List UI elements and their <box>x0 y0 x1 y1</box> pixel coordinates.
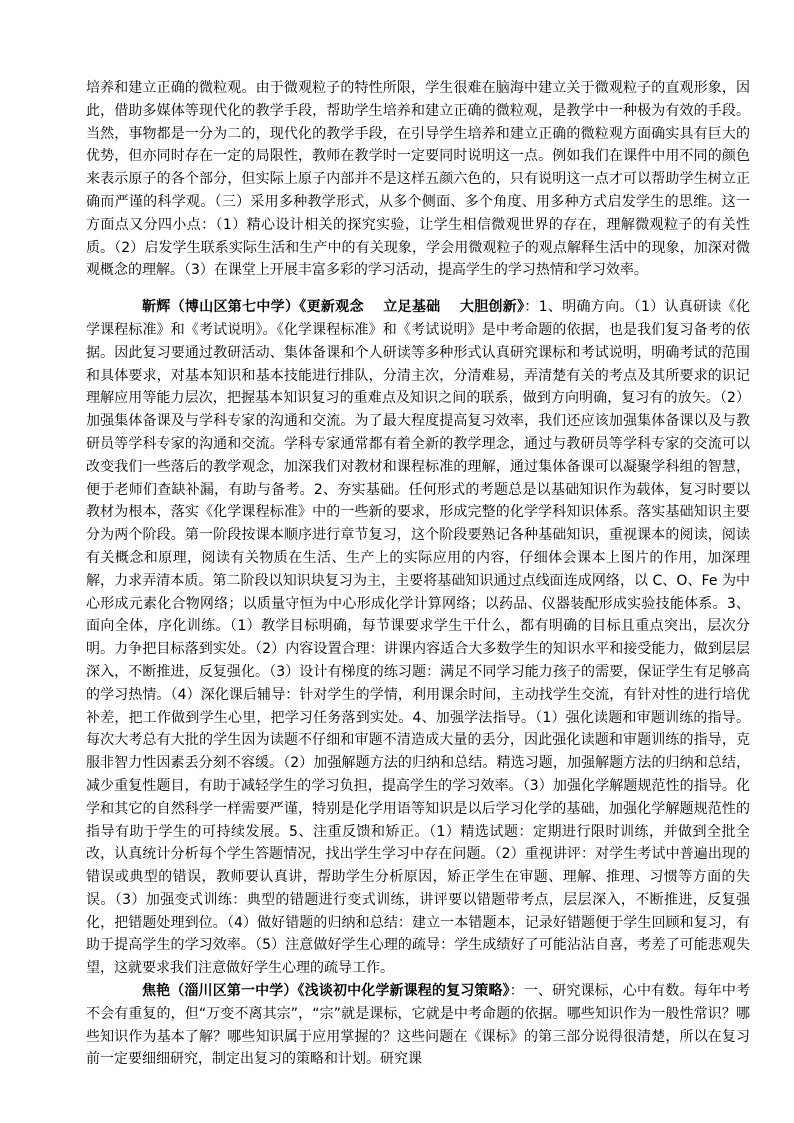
document-page <box>86 77 750 1071</box>
paragraph-lead: 靳辉（博山区第七中学）《更新观念 立足基础 大胆创新》 <box>142 299 525 316</box>
paragraph-lead: 焦艳（淄川区第一中学）《浅谈初中化学新课程的复习策略》 <box>142 983 510 1000</box>
paragraph-gap <box>86 282 750 296</box>
paragraph-text: ：一、研究课标，心中有数。每年中考不会有重复的，但“万变不离其宗”，“宗”就是课标，它就是中考命题的依据。哪些知识作为一般性常识？哪些知识作为基本了解？哪些知识属于应用掌握的？这些问题在《课标》的第三部分说得很清楚，所以在复习前一定要细细研究，制定出复习的策略和计划。研究课 <box>86 983 750 1068</box>
paragraph-jinhui <box>86 296 750 980</box>
paragraph-text: 培养和建立正确的微粒观。由于微观粒子的特性所限，学生很难在脑海中建立关于微观粒子的直观形象，因此，借助多媒体等现代化的教学手段，帮助学生培养和建立正确的微粒观，是教学中一种极为有效的手段。当然，事物都是一分为二的，现代化的教学手段，在引导学生培养和建立正确的微粒观方面确实具有巨大的优势，但亦同时存在一定的局限性，教师在教学时一定要同时说明这一点。例如我们在课件中用不同的颜色来表示原子的各个部分，但实际上原子内部并不是这样五颜六色的，只有说明这一点才可以帮助学生树立正确而严谨的科学观。（三）采用多种教学形式，从多个侧面、多个角度、用多种方式启发学生的思维。这一方面点又分四小点：（1）精心设计相关的探究实验，让学生相信微观世界的存在，理解微观粒子的有关性质。（2）启发学生联系实际生活和生产中的有关现象，学会用微观粒子的观点解释生活中的现象，加深对微观概念的理解。（3）在课堂上开展丰富多彩的学习活动，提高学生的学习热情和学习效率。 <box>86 80 750 279</box>
paragraph-text: ：1、明确方向。（1）认真研读《化学课程标准》和《考试说明》。《化学课程标准》和《考试说明》是中考命题的依据，也是我们复习备考的依据。因此复习要通过教研活动、集体备课和个人研读等多种形式认真研究课标和考试说明，明确考试的范围和具体要求，对基本知识和基本技能进行排队，分清主次，分清难易，弄清楚有关的考点及其所要求的识记理解应用等能力层次，把握基本知识复习的重难点及知识之间的联系，做到方向明确，复习有的放矢。（2）加强集体备课及与学科专家的沟通和交流。为了最大程度提高复习效率，我们还应该加强集体备课以及与教研员等学科专家的沟通和交流。学科专家通常都有着全新的教学理念，通过与教研员等学科专家的交流可以改变我们一些落后的教学观念，加深我们对教材和课程标准的理解，通过集体备课可以凝聚学科组的智慧，便于老师们查缺补漏，有助与备考。2、夯实基础。任何形式的考题总是以基础知识作为载体，复习时要以教材为根本，落实《化学课程标准》中的一些新的要求，形成完整的化学学科知识体系。落实基础知识主要分为两个阶段。第一阶段按课本顺序进行章节复习，这个阶段要熟记各种基础知识，重视课本的阅读，阅读有关概念和原理，阅读有关物质在生活、生产上的实际应用的内容，仔细体会课本上图片的作用，加深理解，力求弄清本质。第二阶段以知识块复习为主，主要将基础知识通过点线面连成网络，以 C、O、Fe 为中心形成元素化合物网络；以质量守恒为中心形成化学计算网络；以药品、仪器装配形成实验技能体系。3、面向全体，序化训练。（1）教学目标明确，每节课要求学生干什么，都有明确的目标且重点突出，层次分明。力争把目标落到实处。（2）内容设置合理：讲课内容适合大多数学生的知识水平和接受能力，做到层层深入，不断推进，反复强化。（3）设计有梯度的练习题：满足不同学习能力孩子的需要，保证学生有足够高的学习热情。（4）深化课后辅导：针对学生的学情，利用课余时间，主动找学生交流，有针对性的进行培优补差，把工作做到学生心里，把学习任务落到实处。4、加强学法指导。（1）强化读题和审题训练的指导。每次大考总有大批的学生因为读题不仔细和审题不清造成大量的丢分，因此强化读题和审题训练的指导，克服非智力性因素丢分刻不容缓。（2）加强解题方法的归纳和总结。精选习题，加强解题方法的归纳和总结，减少重复性题目，有助于减轻学生的学习负担，提高学生的学习效率。（3）加强化学解题规范性的指导。化学和其它的自然科学一样需要严谨，特别是化学用语等知识是以后学习化学的基础，加强化学解题规范性的指导有助于学生的可持续发展。5、注重反馈和矫正。（1）精选试题：定期进行限时训练，并做到全批全改，认真统计分析每个学生答题情况，找出学生学习中存在问题。（2）重视讲评：对学生考试中普遍出现的错误或典型的错误，教师要认真讲，帮助学生分析原因，矫正学生在审题、理解、推理、习惯等方面的失误。（3）加强变式训练：典型的错题进行变式训练，讲评要以错题带考点，层层深入，不断推进，反复强化，把错题处理到位。（4）做好错题的归纳和总结：建立一本错题本，记录好错题便于学生回顾和复习，有助于提高学生的学习效率。（5）注意做好学生心理的疏导：学生成绩好了可能沾沾自喜，考差了可能悲观失望，这就要求我们注意做好学生心理的疏导工作。 <box>86 299 750 977</box>
paragraph-jiaoyan <box>86 980 750 1071</box>
paragraph-continuation <box>86 77 750 282</box>
